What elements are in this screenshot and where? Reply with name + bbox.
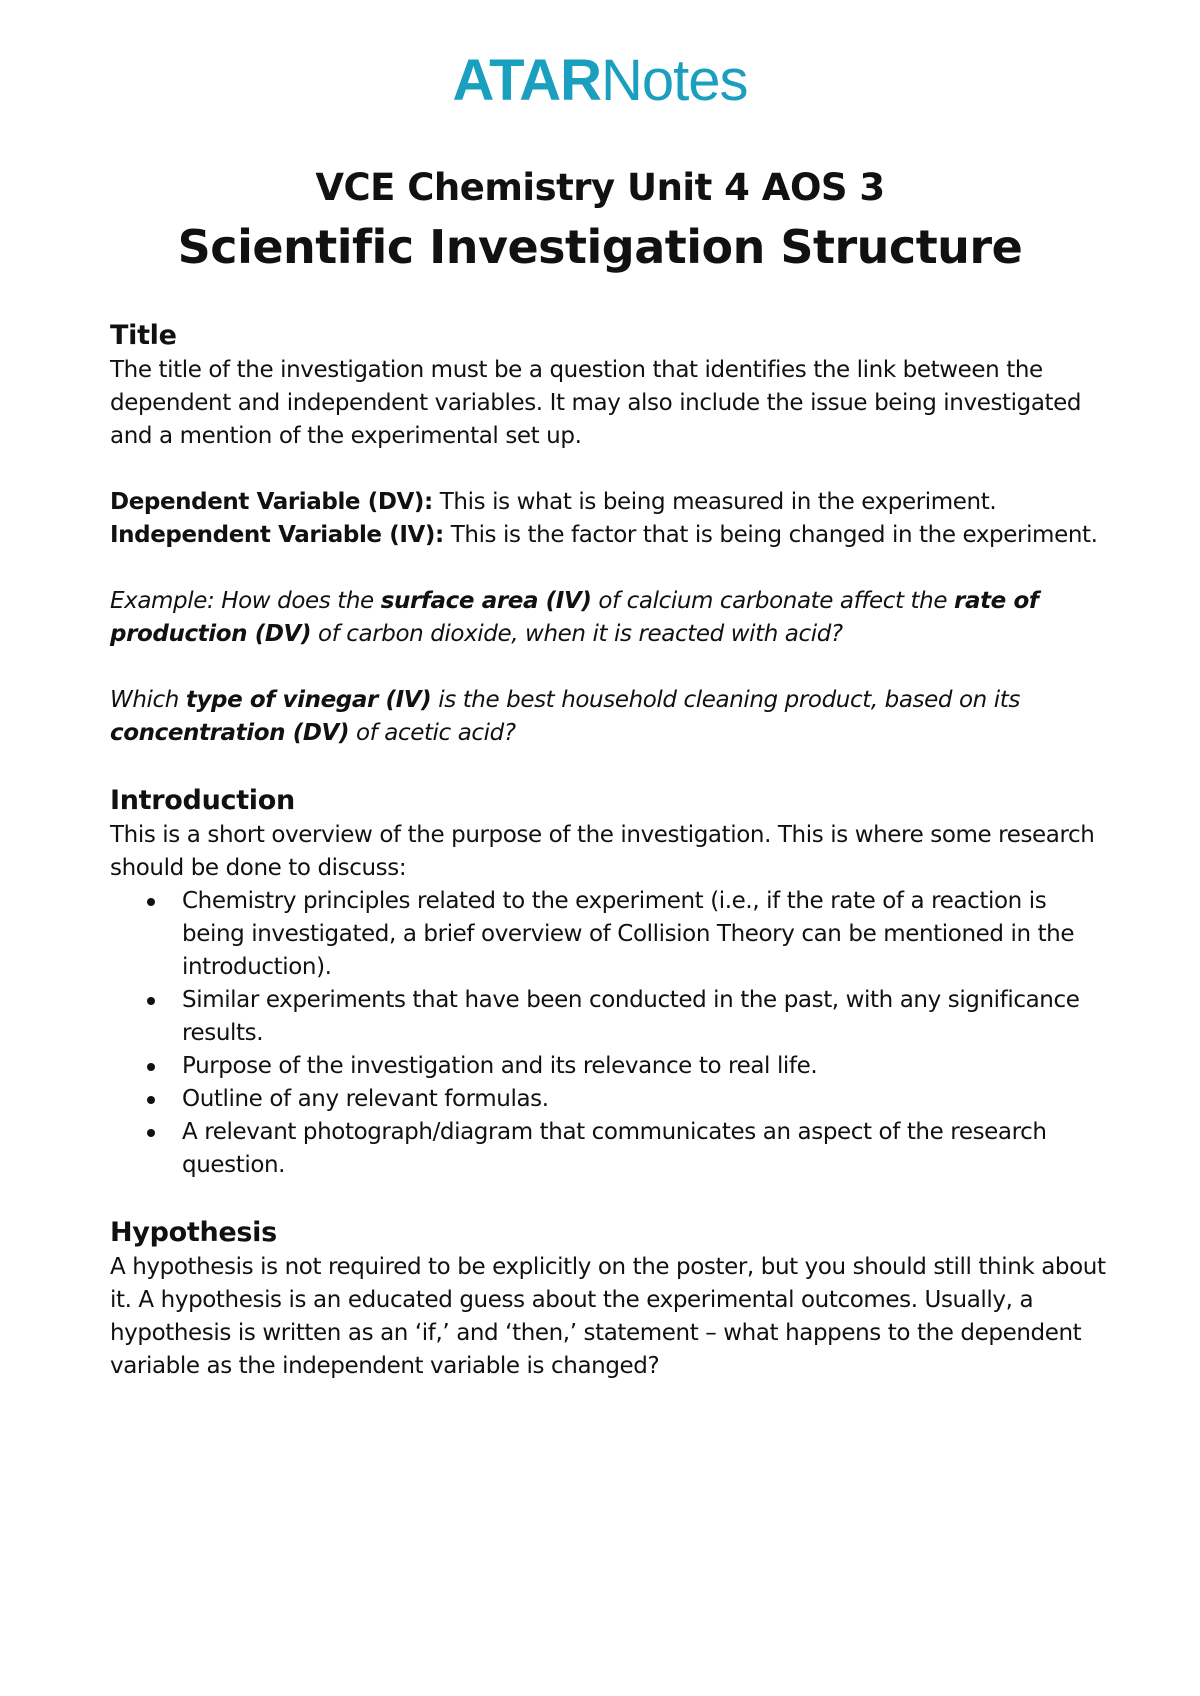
spacer bbox=[110, 750, 1110, 783]
introduction-body: This is a short overview of the purpose of the investigation. This is where some research should be done to discuss: bbox=[110, 822, 1095, 881]
dependent-variable-definition bbox=[110, 486, 1110, 519]
bullet-icon bbox=[147, 997, 155, 1005]
hypothesis-heading: Hypothesis bbox=[110, 1217, 277, 1248]
example2-part-d: concentration (DV) bbox=[110, 720, 350, 746]
example2-part-a: Which bbox=[110, 687, 186, 713]
example1-part-c: of calcium carbonate affect the bbox=[591, 588, 955, 614]
example2-part-c: is the best household cleaning product, based on its bbox=[431, 687, 1020, 713]
example1-part-d: rate of production (DV) bbox=[110, 588, 1039, 647]
list-item-text: Similar experiments that have been conducted in the past, with any significance results. bbox=[182, 987, 1080, 1046]
dv-text: This is what is being measured in the experiment. bbox=[432, 489, 997, 515]
example-question-2 bbox=[110, 684, 1110, 750]
example1-part-a: Example: How does the bbox=[110, 588, 381, 614]
dv-label: Dependent Variable (DV): bbox=[110, 489, 433, 515]
example2-part-b: type of vinegar (IV) bbox=[185, 687, 432, 713]
independent-variable-definition bbox=[110, 519, 1110, 552]
list-item-text: Outline of any relevant formulas. bbox=[182, 1086, 549, 1112]
list-item bbox=[110, 885, 1110, 984]
list-item-text: Chemistry principles related to the experiment (i.e., if the rate of a reaction is being investigated, a brief overview of Collision Theory can be mentioned in the introduction). bbox=[182, 888, 1075, 980]
document-header bbox=[0, 164, 1200, 278]
bullet-icon bbox=[147, 1096, 155, 1104]
atarnotes-logo bbox=[0, 48, 1200, 114]
example1-part-e: of carbon dioxide, when it is reacted with acid? bbox=[311, 621, 843, 647]
iv-text: This is the factor that is being changed in the experiment. bbox=[443, 522, 1098, 548]
list-item bbox=[110, 1116, 1110, 1182]
introduction-bullet-list bbox=[110, 885, 1110, 1182]
example-question-1 bbox=[110, 585, 1110, 651]
document-subtitle: VCE Chemistry Unit 4 AOS 3 bbox=[315, 166, 885, 209]
hypothesis-body: A hypothesis is not required to be explicitly on the poster, but you should still think about it. A hypothesis is an educated guess about the experimental outcomes. Usually, a hypothesis is written as an ‘if,’ and ‘then,’ statement – what happens to the dependent variable as the independent variable is changed? bbox=[110, 1254, 1106, 1379]
spacer bbox=[110, 651, 1110, 684]
logo-light-text: Notes bbox=[600, 48, 748, 113]
introduction-heading: Introduction bbox=[110, 785, 295, 816]
bullet-icon bbox=[147, 898, 155, 906]
example2-part-e: of acetic acid? bbox=[349, 720, 516, 746]
bullet-icon bbox=[147, 1063, 155, 1071]
spacer bbox=[110, 552, 1110, 585]
bullet-icon bbox=[147, 1129, 155, 1137]
list-item-text: Purpose of the investigation and its relevance to real life. bbox=[182, 1053, 818, 1079]
iv-label: Independent Variable (IV): bbox=[110, 522, 444, 548]
document-title: Scientific Investigation Structure bbox=[177, 220, 1023, 274]
example1-part-b: surface area (IV) bbox=[380, 588, 592, 614]
list-item bbox=[110, 984, 1110, 1050]
list-item-text: A relevant photograph/diagram that communicates an aspect of the research question. bbox=[182, 1119, 1047, 1178]
spacer bbox=[110, 453, 1110, 486]
document-body bbox=[110, 318, 1110, 1383]
spacer bbox=[110, 1182, 1110, 1215]
logo-bold-text: ATAR bbox=[452, 48, 601, 113]
list-item bbox=[110, 1050, 1110, 1083]
list-item bbox=[110, 1083, 1110, 1116]
title-section-heading: Title bbox=[110, 320, 177, 351]
title-section-body: The title of the investigation must be a question that identifies the link between the dependent and independent variables. It may also include the issue being investigated and a mention of the experimental set up. bbox=[110, 357, 1082, 449]
